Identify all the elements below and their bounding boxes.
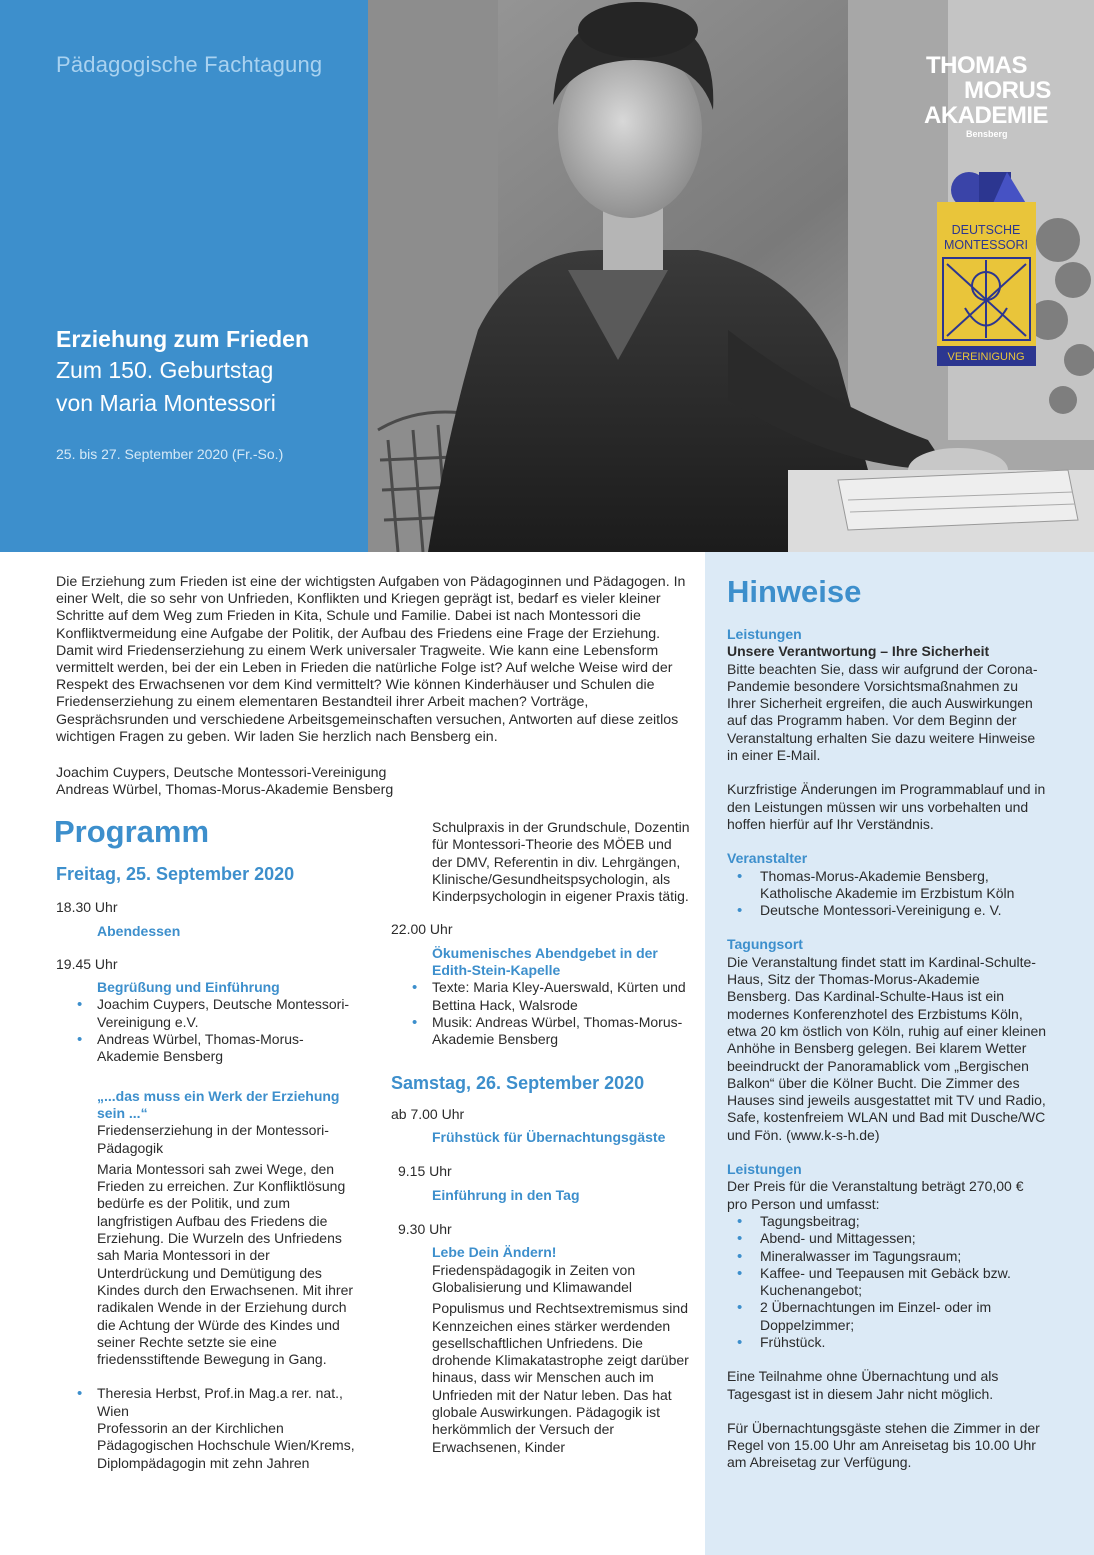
event-saturday-1: ab 7.00 Uhr Frühstück für Übernachtungsgäste bbox=[391, 1105, 666, 1146]
section-heading: Leistungen bbox=[727, 626, 802, 642]
kicker: Pädagogische Fachtagung bbox=[56, 52, 323, 77]
event-friday-1: 18.30 Uhr Abendessen bbox=[56, 899, 181, 939]
header-panel bbox=[0, 0, 368, 552]
dmv-text-3: VEREINIGUNG bbox=[947, 351, 1025, 363]
event-date: 25. bis 27. September 2020 (Fr.-So.) bbox=[56, 446, 284, 462]
list-item: • Andreas Würbel, Thomas-Morus-Akademie Bensberg bbox=[97, 1031, 356, 1066]
list-item: • Deutsche Montessori-Vereinigung e. V. bbox=[760, 902, 1047, 919]
list-item: • Abend- und Mittagessen; bbox=[760, 1230, 1047, 1247]
signatures bbox=[56, 765, 393, 800]
signature-2: Andreas Würbel, Thomas-Morus-Akademie Bensberg bbox=[56, 782, 394, 799]
hero-title bbox=[56, 325, 309, 420]
list-item: • Frühstück. bbox=[760, 1334, 1047, 1351]
program-column-1 bbox=[56, 866, 356, 1472]
subheading: Unsere Verantwortung – Ihre Sicherheit bbox=[727, 643, 990, 660]
section-heading: Veranstalter bbox=[727, 850, 808, 867]
signature-1: Joachim Cuypers, Deutsche Montessori-Vereinigung bbox=[56, 765, 387, 781]
list-item: • 2 Übernachtungen im Einzel- oder im Doppelzimmer; bbox=[760, 1299, 1047, 1334]
hinweise-content: Leistungen Unsere Verantwortung – Ihre Sicherheit Bitte beachten Sie, dass wir aufgrund der Corona-Pandemie besondere Vorsichtsmaßnahmen zu Ihrer Sicherheit ergreifen, die auch Auswirkungen auf das Programm haben. Vor dem Beginn der Veranstaltung erhalten Sie dazu weitere Hinweise in einer E-Mail. Kurzfristige Änderungen im Programmablauf und in den Leistungen müssen wir uns vorbehalten und hoffen hierfür auf Ihr Verständnis. Veranstalter • Thomas-Morus-Akademie Bensberg, Katholische Akademie im Erzbistum Köln • Deutsche Montessori-Vereinigung e. V. Tagungsort Die Veranstaltung findet statt im Kardinal-Schulte-Haus, Sitz der Thomas-Morus-Akademie Bensberg. Das Kardinal-Schulte-Haus ist ein modernes Konferenzhotel des Erzbistums Köln, etwa 20 km östlich von Köln, ruhig auf einer kleinen Anhöhe in Bensberg gelegen. Bei klarem Wetter beeindruckt der Panoramablick vom „Bergischen Balkon“ über die Kölner Bucht. Die Zimmer des Hauses sind jeweils ausgestattet mit TV und Radio, Safe, kostenfreiem WLAN und Bad mit Dusche/WC und Fön. (www.k-s-h.de) Leistungen Der Preis für die Veranstaltung beträgt 270,00 € pro Person und umfasst: • Tagungsbeitrag; • Abend- und Mittagessen; • Mineralwasser im Tagungsraum; • Kaffee- und Teepausen mit Gebäck bzw. Kuchenangebot; • 2 Übernachtungen im Einzel- oder im Doppelzimmer; • Frühstück. Eine Teilnahme ohne Übernachtung und als Tagesgast ist in diesem Jahr nicht möglich. Für Übernachtungsgäste stehen die Zimmer in der Regel von 15.00 Uhr am Anreisetag bis 10.00 Uhr am Abreisetag zur Verfügung. bbox=[727, 626, 1047, 1472]
hero-title-line1: Erziehung zum Frieden bbox=[56, 326, 310, 352]
event-saturday-3: 9.30 Uhr Lebe Dein Ändern! Friedenspädagogik in Zeiten von Globalisierung und Klimawandel Populismus und Rechtsextremismus sind Kennzeichen eines stärker werdenden gesellschaftlichen Unfriedens. Die drohende Klimakatastrophe zeigt darüber hinaus, dass wir Menschen auch im Unfrieden mit der Natur leben. Das hat globale Auswirkungen. Pädagogik ist herkömmlich der Versuch der Erwachsenen, Kinder bbox=[398, 1221, 689, 1455]
list-item: • Texte: Maria Kley-Auerswald, Kürten und Bettina Hack, Walsrode bbox=[432, 979, 691, 1014]
event-friday-3: „...das muss ein Werk der Erziehung sein ...“ Friedenserziehung in der Montessori-Pädagogik Maria Montessori sah zwei Wege, den Frieden zu erreichen. Zur Konfliktlösung bedürfe es der Politik, und zum langfristigen Aufbau des Friedens die Erziehung. Die Wurzeln des Unfriedens sah Maria Montessori in der Unterdrückung und Demütigung des Kindes durch den Erwachsenen. Mit ihrer radikalen Wende in der Erziehung durch die Achtung der Würde des Kindes und seiner Rechte setzte sie eine friedensstiftende Bewegung in Gang. • Theresia Herbst, Prof.in Mag.a rer. nat., Wien Professorin an der Kirchlichen Pädagogischen Hochschule Wien/Krems, Diplompädagogin mit zehn Jahren bbox=[56, 1088, 356, 1472]
section-heading: Leistungen bbox=[727, 1161, 802, 1178]
dmv-text-2: MONTESSORI bbox=[943, 238, 1029, 252]
day-saturday: Samstag, 26. September 2020 bbox=[391, 1072, 645, 1093]
list-item: • Tagungsbeitrag; bbox=[760, 1213, 1047, 1230]
list-item: • Thomas-Morus-Akademie Bensberg, Katholische Akademie im Erzbistum Köln bbox=[760, 868, 1047, 903]
hero-title-line2: Zum 150. Geburtstag bbox=[56, 357, 274, 383]
section-heading: Tagungsort bbox=[727, 936, 803, 953]
list-item: • Musik: Andreas Würbel, Thomas-Morus-Akademie Bensberg bbox=[432, 1014, 691, 1049]
header bbox=[0, 0, 1094, 552]
event-friday-4: 22.00 Uhr Ökumenisches Abendgebet in der Edith-Stein-Kapelle • Texte: Maria Kley-Auerswald, Kürten und Bettina Hack, Walsrode • Musik: Andreas Würbel, Thomas-Morus-Akademie Bensberg bbox=[391, 921, 691, 1048]
hinweise-heading: Hinweise bbox=[727, 574, 862, 609]
friday-3-list bbox=[97, 1385, 356, 1471]
list-item: • Kaffee- und Teepausen mit Gebäck bzw. Kuchenangebot; bbox=[760, 1265, 1047, 1300]
list-item: • Joachim Cuypers, Deutsche Montessori-Vereinigung e.V. bbox=[97, 996, 356, 1031]
list-item: • Mineralwasser im Tagungsraum; bbox=[760, 1248, 1047, 1265]
list-item: • Theresia Herbst, Prof.in Mag.a rer. nat., Wien Professorin an der Kirchlichen Pädagogischen Hochschule Wien/Krems, Diplompädagogin mit zehn Jahren bbox=[97, 1385, 356, 1471]
dmv-text-1: DEUTSCHE bbox=[951, 223, 1021, 237]
note-1: Eine Teilnahme ohne Übernachtung und als Tagesgast ist in diesem Jahr nicht möglich. bbox=[727, 1368, 999, 1402]
hero-title-line3: von Maria Montessori bbox=[56, 390, 276, 416]
leistungen-list bbox=[727, 1213, 1047, 1351]
note-2: Für Übernachtungsgäste stehen die Zimmer in der Regel von 15.00 Uhr am Anreisetag bis 10.00 Uhr am Abreisetag zur Verfügung. bbox=[727, 1419, 1040, 1471]
speaker-bio-continued: Schulpraxis in der Grundschule, Dozentin für Montessori-Theorie des MÖEB und der DMV, Referentin in div. Lehrgängen, Klinische/Gesundheitspsychologin, als Kinderpsychologin in eigener Praxis tätig. bbox=[432, 819, 690, 905]
event-friday-2: 19.45 Uhr Begrüßung und Einführung • Joachim Cuypers, Deutsche Montessori-Vereinigung e.V. • Andreas Würbel, Thomas-Morus-Akademie Bensberg bbox=[56, 956, 356, 1066]
program-column-2 bbox=[391, 819, 691, 1456]
thomas-morus-akademie-logo: THOMAS MORUS AKADEMIE Bensberg bbox=[924, 52, 1051, 139]
intro-text: Die Erziehung zum Frieden ist eine der wichtigsten Aufgaben von Pädagoginnen und Pädagogen. In einer Welt, die so sehr von Unfrieden, Konflikten und Kriegen geprägt ist, bedarf es vieler kleiner Schritte auf dem Weg zum Frieden in Kita, Schule und Familie. Dabei ist nach Montessori die Konfliktvermeidung eine Aufgabe der Politik, der Aufbau des Friedens eine Frage der Erziehung. Damit wird Friedenserziehung zu einem Werk universaler Tragweite. Wie kann eine Lebensform vermittelt werden, bei der ein Leben in Frieden die natürliche Folge ist? Auf welche Weise wird der Respekt des Erwachsenen vor dem Kind vermittelt? Wie können Kinderhäuser und Schulen die Friedenserziehung zu einem elementaren Bestandteil ihrer Arbeit machen? Vorträge, Gesprächsrunden und verschiedene Arbeitsgemeinschaften versuchen, Antworten auf diese zeitlos wichtigen Fragen zu geben. Wir laden Sie herzlich nach Bensberg ein. bbox=[56, 574, 686, 745]
day-friday: Freitag, 25. September 2020 bbox=[56, 864, 295, 884]
friday-4-list bbox=[432, 979, 691, 1048]
veranstalter-list bbox=[727, 868, 1047, 920]
event-saturday-2: 9.15 Uhr Einführung in den Tag bbox=[398, 1163, 580, 1203]
dmv-emblem-icon bbox=[935, 168, 1038, 368]
programm-heading: Programm bbox=[54, 814, 210, 849]
friday-2-list bbox=[97, 996, 356, 1065]
